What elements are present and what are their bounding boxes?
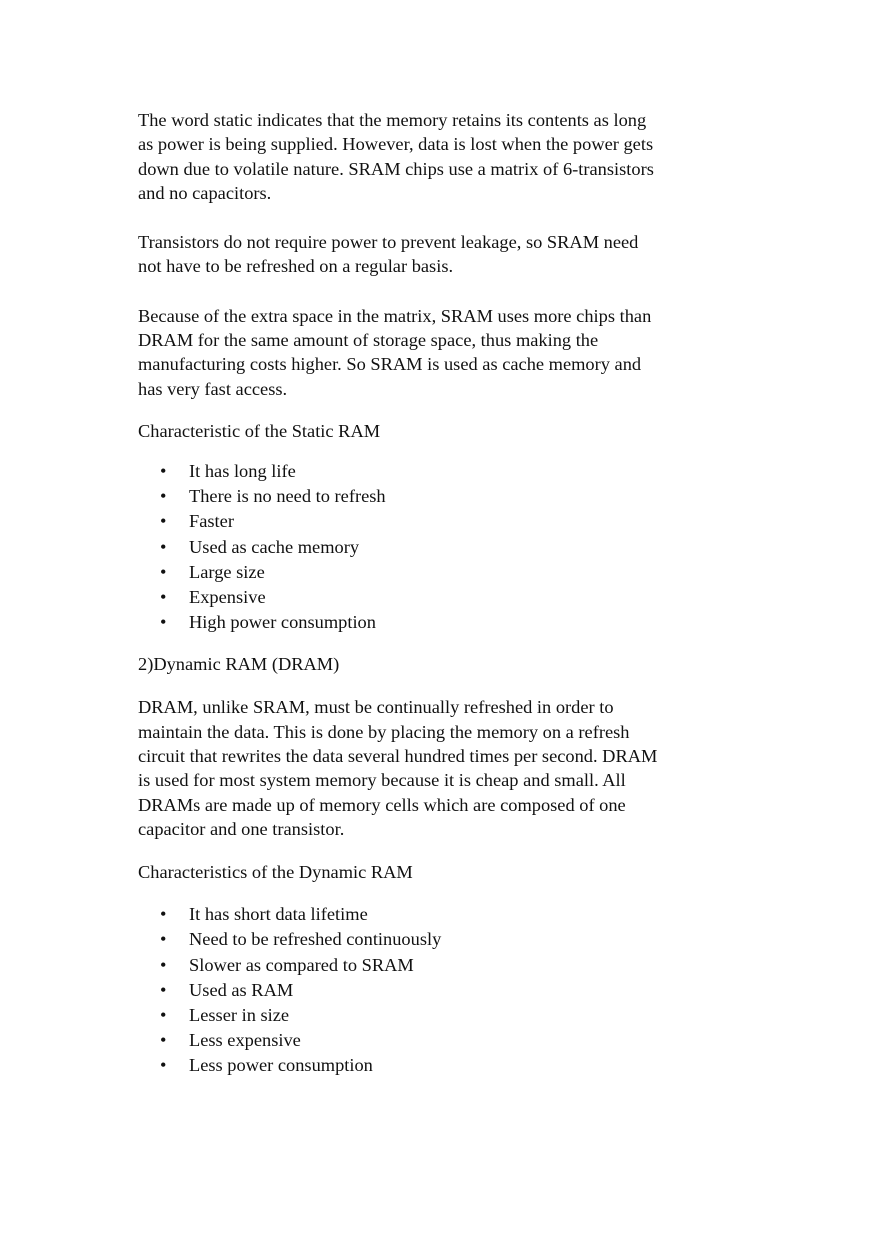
bullet-icon: •: [160, 486, 167, 507]
dram-description-paragraph: DRAM, unlike SRAM, must be continually refreshed in order to maintain the data. This is done by placing the memory on a refresh circuit that rewrites the data several hundred times per second. DRAM is used for most system memory because it is cheap and small. All DRAMs are made up of memory cells which are composed of one capacitor and one transistor.: [138, 697, 658, 839]
dynamic-ram-characteristics-heading: Characteristics of the Dynamic RAM: [138, 862, 413, 883]
list-item: [138, 560, 688, 585]
list-item-text: There is no need to refresh: [189, 486, 386, 507]
list-item-text: Large size: [189, 561, 265, 582]
list-item: [138, 459, 688, 484]
list-item: [138, 1053, 688, 1078]
list-item-text: Faster: [189, 511, 234, 532]
list-item: [138, 509, 688, 534]
list-item: [138, 1028, 688, 1053]
list-item-text: Slower as compared to SRAM: [189, 954, 414, 975]
list-item-text: It has short data lifetime: [189, 904, 368, 925]
list-item: [138, 484, 688, 509]
bullet-icon: •: [160, 586, 167, 607]
bullet-icon: •: [160, 979, 167, 1000]
dram-section-title: 2)Dynamic RAM (DRAM): [138, 654, 340, 675]
list-item-text: Need to be refreshed continuously: [189, 929, 442, 950]
list-item-text: High power consumption: [189, 612, 376, 633]
list-item-text: Expensive: [189, 586, 266, 607]
static-ram-characteristics-heading: Characteristic of the Static RAM: [138, 420, 381, 441]
list-item-text: It has long life: [189, 460, 296, 481]
sram-cost-paragraph: Because of the extra space in the matrix, SRAM uses more chips than DRAM for the same amount of storage space, thus making the manufacturing costs higher. So SRAM is used as cache memory and has very fast access.: [138, 305, 652, 399]
list-item-text: Less expensive: [189, 1030, 301, 1051]
document-page: [138, 108, 688, 1079]
list-item-text: Lesser in size: [189, 1004, 290, 1025]
sram-transistor-paragraph: Transistors do not require power to prevent leakage, so SRAM need not have to be refreshed on a regular basis.: [138, 232, 639, 277]
bullet-icon: •: [160, 511, 167, 532]
list-item: [138, 610, 688, 635]
bullet-icon: •: [160, 561, 167, 582]
bullet-icon: •: [160, 536, 167, 557]
list-item: [138, 953, 688, 978]
list-item-text: Used as RAM: [189, 979, 294, 1000]
sram-intro-paragraph: The word static indicates that the memory retains its contents as long as power is being supplied. However, data is lost when the power gets down due to volatile nature. SRAM chips use a matrix of 6-transistors and no capacitors.: [138, 110, 654, 203]
list-item-text: Used as cache memory: [189, 536, 360, 557]
list-item: [138, 927, 688, 952]
static-ram-characteristics-list: [138, 459, 688, 635]
bullet-icon: •: [160, 929, 167, 950]
bullet-icon: •: [160, 954, 167, 975]
list-item: [138, 1003, 688, 1028]
dynamic-ram-characteristics-list: [138, 902, 688, 1078]
bullet-icon: •: [160, 460, 167, 481]
list-item: [138, 535, 688, 560]
list-item-text: Less power consumption: [189, 1055, 373, 1076]
bullet-icon: •: [160, 904, 167, 925]
bullet-icon: •: [160, 1030, 167, 1051]
list-item: [138, 978, 688, 1003]
bullet-icon: •: [160, 1004, 167, 1025]
bullet-icon: •: [160, 1055, 167, 1076]
list-item: [138, 902, 688, 927]
list-item: [138, 585, 688, 610]
bullet-icon: •: [160, 612, 167, 633]
